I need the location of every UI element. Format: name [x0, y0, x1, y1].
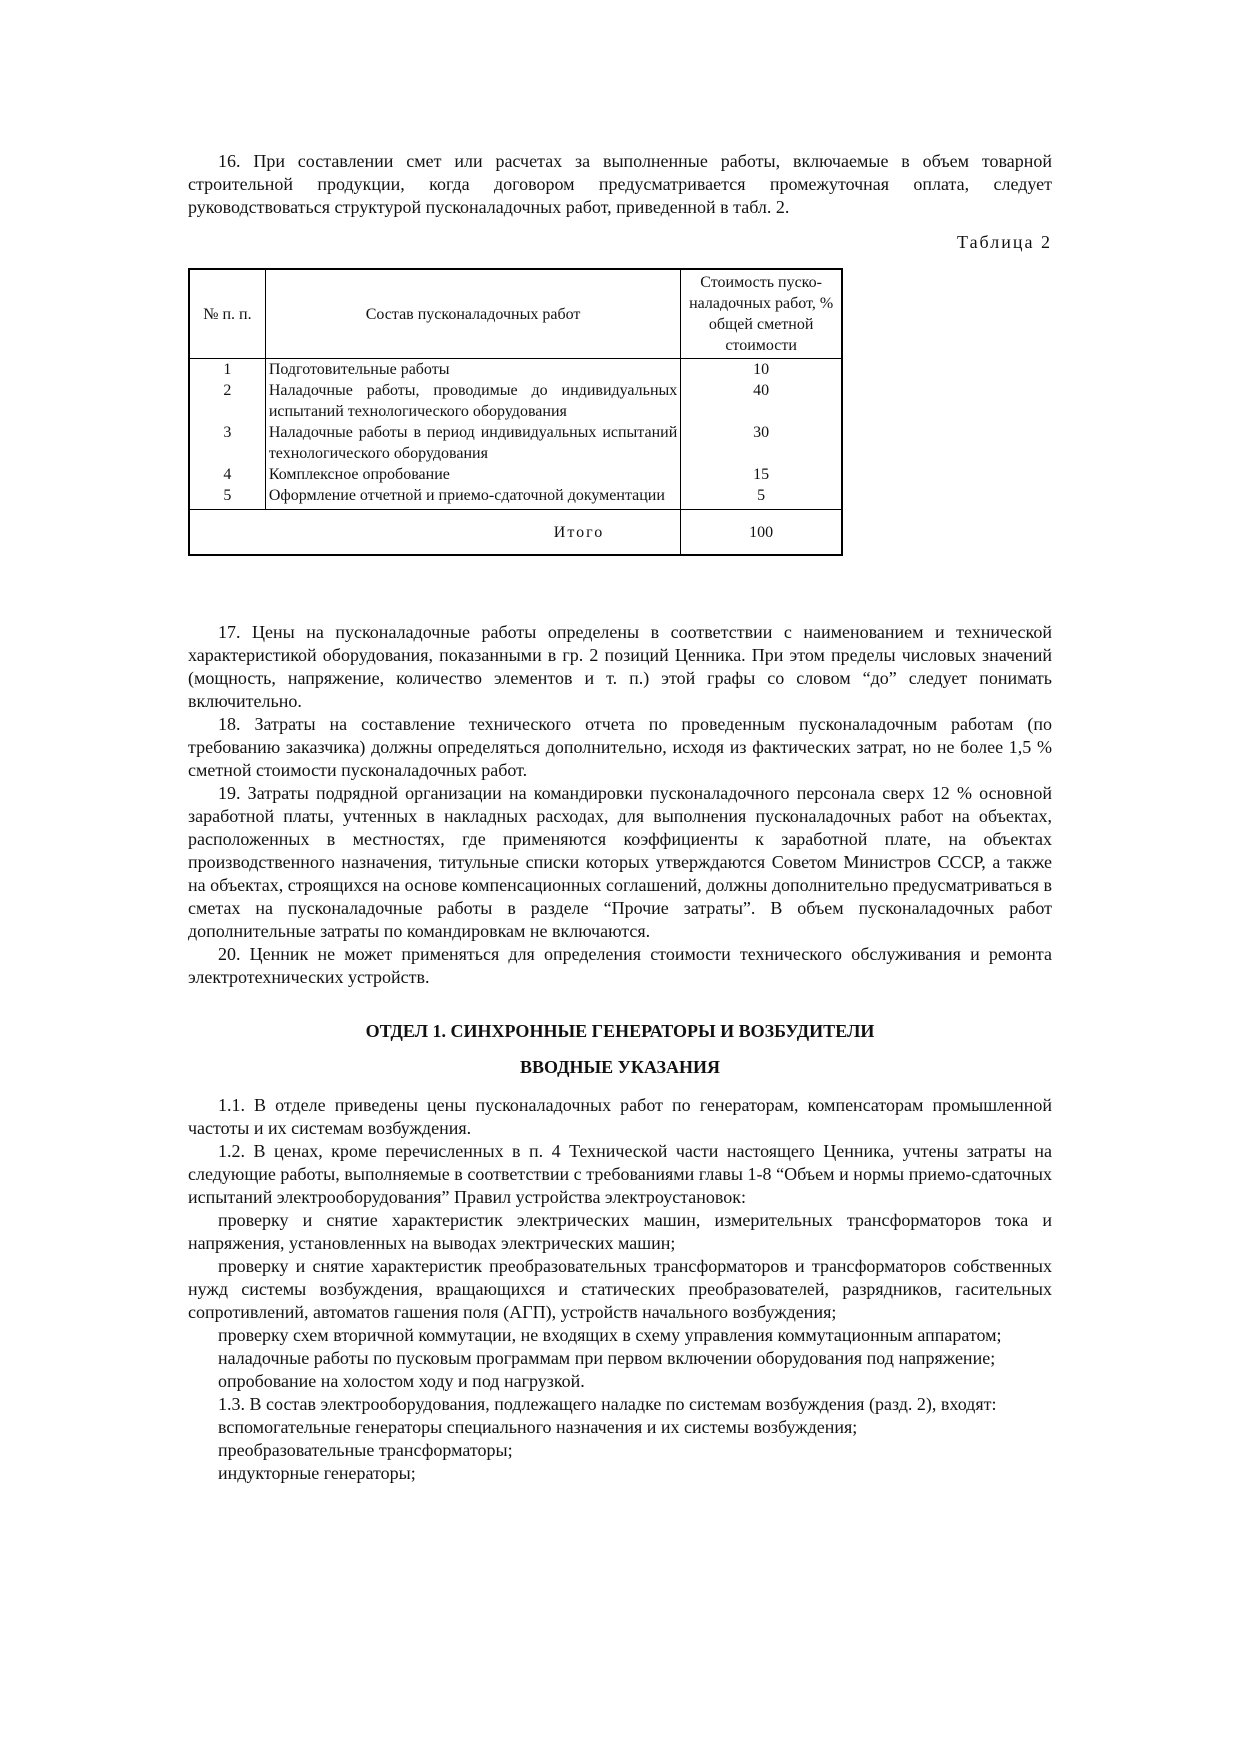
paragraph: 1.3. В состав электрооборудования, подлежащего наладке по системам возбуждения (разд. 2), входят: — [218, 1394, 997, 1414]
row-description: Комплексное опробование — [265, 464, 680, 485]
row-number: 4 — [189, 464, 265, 485]
row-cost-percent: 5 — [681, 485, 842, 510]
table-row — [189, 485, 842, 510]
table-row — [189, 359, 842, 381]
row-description: Наладочные работы в период индивидуальных испытаний технологического оборудования — [265, 422, 680, 464]
table-row — [189, 464, 842, 485]
paragraph: 1.1. В отделе приведены цены пусконаладочных работ по генераторам, компенсаторам промышленной частоты и их системам возбуждения. — [188, 1095, 1052, 1138]
paragraph: 18. Затраты на составление технического отчета по проведенным пусконаладочным работам (по требованию заказчика) должны определяться дополнительно, исходя из фактических затрат, но не более 1,5 % сметной стоимости пусконаладочных работ. — [188, 714, 1052, 780]
table-caption: Таблица 2 — [957, 232, 1052, 252]
paragraph: преобразовательные трансформаторы; — [218, 1440, 513, 1460]
paragraph: 16. При составлении смет или расчетах за выполненные работы, включаемые в объем товарной строительной продукции, когда договором предусматривается промежуточная оплата, следует руководствоваться структурой пусконаладочных работ, приведенной в табл. 2. — [188, 151, 1052, 217]
paragraph: наладочные работы по пусковым программам при первом включении оборудования под напряжение; — [218, 1348, 996, 1368]
row-description: Наладочные работы, проводимые до индивидуальных испытаний технологического оборудования — [265, 380, 680, 422]
row-number: 5 — [189, 485, 265, 510]
paragraph: опробование на холостом ходу и под нагрузкой. — [218, 1371, 585, 1391]
row-cost-percent: 30 — [681, 422, 842, 464]
row-number: 1 — [189, 359, 265, 381]
paragraph: 20. Ценник не может применяться для определения стоимости технического обслуживания и ремонта электротехнических устройств. — [188, 944, 1052, 987]
row-cost-percent: 10 — [681, 359, 842, 381]
table-row — [189, 422, 842, 464]
paragraph: 19. Затраты подрядной организации на командировки пусконаладочного персонала сверх 12 % основной заработной платы, учтенных в накладных расходах, для выполнения пусконаладочных работ на объектах, расположенных в местностях, где применяются коэффициенты к заработной плате, на объектах производственного назначения, титульные списки которых утверждаются Советом Министров СССР, а также на объектах, строящихся на основе компенсационных соглашений, должны дополнительно предусматриваться в сметах на пусконаладочные работы в разделе “Прочие затраты”. В объем пусконаладочных работ дополнительные затраты по командировкам не включаются. — [188, 783, 1052, 941]
introductory-notes — [188, 1094, 1052, 1485]
header-number: № п. п. — [189, 269, 265, 359]
row-cost-percent: 40 — [681, 380, 842, 422]
row-cost-percent: 15 — [681, 464, 842, 485]
paragraph: проверку и снятие характеристик электрических машин, измерительных трансформаторов тока и напряжения, установленных на выводах электрических машин; — [188, 1210, 1052, 1253]
header-description: Состав пусконаладочных работ — [265, 269, 680, 359]
sections-17-20 — [188, 621, 1052, 989]
paragraph: индукторные генераторы; — [218, 1463, 416, 1483]
total-label: Итого — [189, 510, 681, 556]
paragraph: вспомогательные генераторы специального назначения и их системы возбуждения; — [218, 1417, 858, 1437]
row-description: Оформление отчетной и приемо-сдаточной документации — [265, 485, 680, 510]
table-header-row — [189, 269, 842, 359]
total-value: 100 — [681, 510, 842, 556]
paragraph: проверку схем вторичной коммутации, не входящих в схему управления коммутационным аппаратом; — [218, 1325, 1002, 1345]
row-number: 3 — [189, 422, 265, 464]
row-number: 2 — [189, 380, 265, 422]
total-row — [189, 510, 842, 556]
paragraph: 1.2. В ценах, кроме перечисленных в п. 4 Технической части настоящего Ценника, учтены затраты на следующие работы, выполняемые в соответствии с требованиями главы 1-8 “Объем и нормы приемо-сдаточных испытаний электрооборудования” Правил устройства электроустановок: — [188, 1141, 1052, 1207]
section-heading: ОТДЕЛ 1. СИНХРОННЫЕ ГЕНЕРАТОРЫ И ВОЗБУДИТЕЛИ — [365, 1021, 875, 1041]
header-cost: Стоимость пуско-наладочных работ, % общей сметной стоимости — [681, 269, 842, 359]
subsection-heading: ВВОДНЫЕ УКАЗАНИЯ — [520, 1057, 720, 1077]
section-16 — [188, 150, 1052, 219]
table-row — [189, 380, 842, 422]
cost-structure-table — [188, 268, 843, 556]
paragraph: 17. Цены на пусконаладочные работы определены в соответствии с наименованием и технической характеристикой оборудования, показанными в гр. 2 позиций Ценника. При этом пределы числовых значений (мощность, напряжение, количество элементов и т. п.) этой графы со словом “до” следует понимать включительно. — [188, 622, 1052, 711]
paragraph: проверку и снятие характеристик преобразовательных трансформаторов и трансформаторов собственных нужд системы возбуждения, вращающихся и статических преобразователей, разрядников, гасительных сопротивлений, автоматов гашения поля (АГП), устройств начального возбуждения; — [188, 1256, 1052, 1322]
row-description: Подготовительные работы — [265, 359, 680, 381]
